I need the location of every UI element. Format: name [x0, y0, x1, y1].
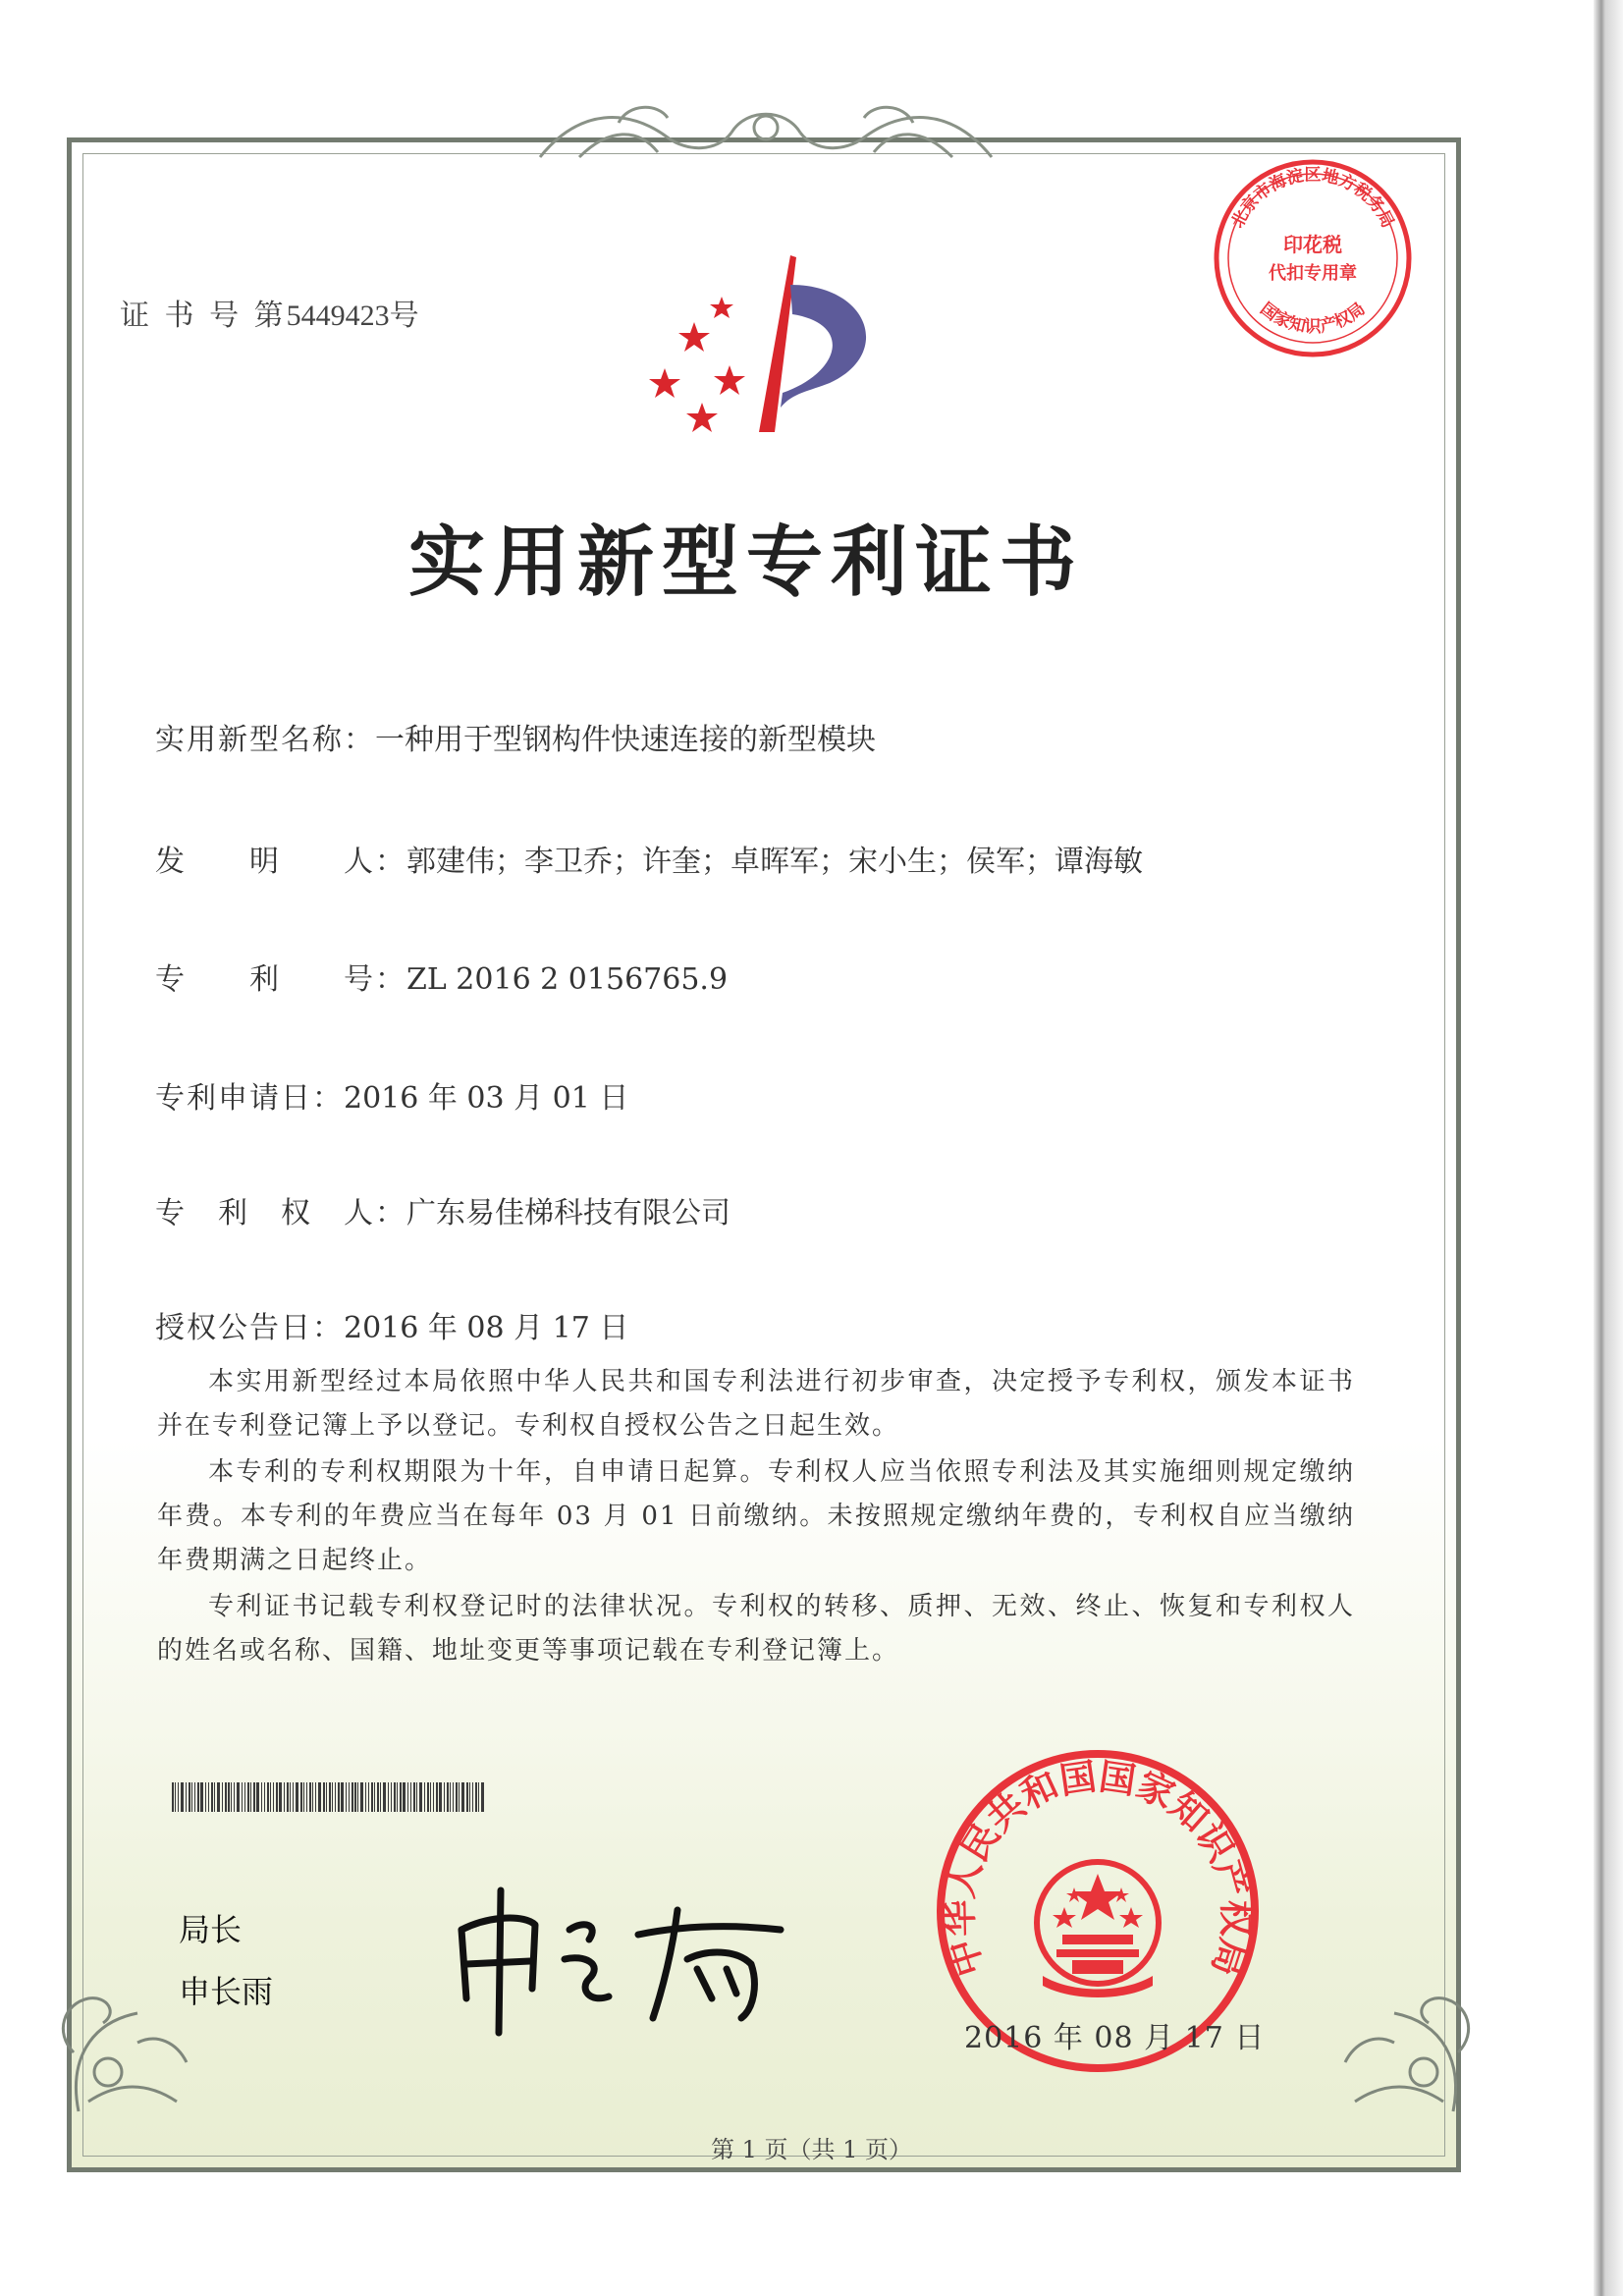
field-value: 2016 年 08 月 17 日: [344, 1311, 629, 1345]
barcode-bar: [346, 1782, 347, 1812]
barcode-bar: [469, 1782, 470, 1812]
official-seal-ring-text: 中华人民共和国国家知识产权局: [938, 1755, 1258, 1982]
barcode-bar: [478, 1782, 479, 1812]
barcode-bar: [300, 1782, 302, 1812]
field-inventors: [155, 837, 1143, 880]
legal-notice: [157, 1360, 1355, 1675]
field-utility-model-name: [155, 715, 876, 758]
barcode-bar: [360, 1782, 363, 1812]
barcode-bar: [365, 1782, 366, 1812]
tax-seal-bottom-text: 国家知识产权局: [1256, 299, 1370, 337]
field-label: 专 利 权 人：: [155, 1196, 406, 1230]
logo-stars: [649, 297, 745, 432]
barcode-bar: [309, 1782, 311, 1812]
tax-stamp-seal: [1210, 155, 1416, 361]
barcode-bar: [453, 1782, 454, 1812]
signatory-title: 局长: [179, 1911, 243, 1948]
page-number: 第 1 页（共 1 页）: [710, 2136, 913, 2163]
barcode-bar: [444, 1782, 445, 1812]
field-patent-number: [155, 955, 728, 998]
barcode-bar: [208, 1782, 209, 1812]
barcode-bar: [306, 1782, 307, 1812]
barcode-bar: [481, 1782, 484, 1812]
barcode-bar: [368, 1782, 369, 1812]
field-value: 郭建伟；李卫乔；许奎；卓晖军；宋小生；侯军；谭海敏: [406, 845, 1143, 879]
barcode-bar: [225, 1782, 227, 1812]
barcode-bar: [323, 1782, 325, 1812]
barcode-bar: [205, 1782, 206, 1812]
barcode-bar: [197, 1782, 199, 1812]
barcode-bar: [456, 1782, 458, 1812]
barcode-bar: [250, 1782, 251, 1812]
barcode-bar: [200, 1782, 203, 1812]
barcode-bar: [303, 1782, 304, 1812]
barcode-bar: [178, 1782, 179, 1812]
barcode-bar: [357, 1782, 358, 1812]
barcode-bar: [318, 1782, 321, 1812]
tax-seal-ring-text: 北京市海淀区地方税务局: [1227, 165, 1398, 232]
barcode-bar: [242, 1782, 243, 1812]
tax-seal-center-line1: 印花税: [1283, 233, 1342, 256]
barcode-bar: [354, 1782, 356, 1812]
barcode-bar: [383, 1782, 386, 1812]
field-label: 专 利 号：: [155, 962, 406, 997]
barcode-bar: [315, 1782, 316, 1812]
barcode-bar: [380, 1782, 381, 1812]
barcode-bar: [270, 1782, 271, 1812]
field-label: 发 明 人：: [155, 845, 406, 879]
field-label: 实用新型名称：: [155, 723, 375, 757]
barcode-bar: [371, 1782, 373, 1812]
barcode-bar: [332, 1782, 333, 1812]
barcode-bar: [253, 1782, 255, 1812]
barcode-bar: [326, 1782, 327, 1812]
barcode-bar: [416, 1782, 417, 1812]
barcode-bar: [222, 1782, 223, 1812]
field-value: 广东易佳梯科技有限公司: [406, 1196, 730, 1230]
barcode-bar: [217, 1782, 220, 1812]
barcode-bar: [244, 1782, 245, 1812]
svg-text:北京市海淀区地方税务局: [1228, 165, 1398, 231]
scan-edge: [1594, 0, 1623, 2296]
page-title: 实用新型专利证书: [407, 518, 1084, 607]
field-patentee: [155, 1188, 730, 1231]
barcode-bar: [228, 1782, 230, 1812]
barcode-bar: [287, 1782, 289, 1812]
barcode-bar: [186, 1782, 187, 1812]
barcode-bar: [394, 1782, 396, 1812]
barcode-bar: [276, 1782, 278, 1812]
certificate-number-value: 5449423: [286, 300, 390, 332]
barcode-bar: [388, 1782, 389, 1812]
field-grant-date: [155, 1303, 628, 1346]
barcode-bar: [214, 1782, 215, 1812]
barcode-bar: [439, 1782, 442, 1812]
national-emblem-icon: [1037, 1862, 1159, 1997]
barcode-bar: [296, 1782, 298, 1812]
barcode-bar: [377, 1782, 379, 1812]
barcode-bar: [172, 1782, 174, 1812]
barcode-bar: [237, 1782, 240, 1812]
field-value: ZL 2016 2 0156765.9: [406, 962, 729, 997]
issue-date: 2016 年 08 月 17 日: [964, 2021, 1266, 2055]
barcode-bar: [175, 1782, 176, 1812]
field-value: 2016 年 03 月 01 日: [344, 1081, 629, 1116]
barcode-bar: [335, 1782, 336, 1812]
barcode-bar: [211, 1782, 213, 1812]
handwritten-signature: [442, 1871, 795, 2038]
barcode-bar: [329, 1782, 331, 1812]
barcode-bar: [352, 1782, 353, 1812]
barcode-bar: [256, 1782, 259, 1812]
field-label: 授权公告日：: [155, 1311, 344, 1345]
barcode-bar: [413, 1782, 415, 1812]
barcode-bar: [475, 1782, 477, 1812]
signatory-name: 申长雨: [179, 1973, 274, 2010]
barcode-bar: [433, 1782, 434, 1812]
certificate-number-suffix: 号: [389, 299, 422, 333]
barcode-bar: [472, 1782, 473, 1812]
barcode-bar: [410, 1782, 411, 1812]
barcode-bar: [290, 1782, 291, 1812]
field-value: 一种用于型钢构件快速连接的新型模块: [375, 723, 876, 757]
barcode-bar: [461, 1782, 464, 1812]
barcode-bar: [341, 1782, 344, 1812]
barcode-bar: [450, 1782, 451, 1812]
barcode-bar: [194, 1782, 195, 1812]
barcode-bar: [349, 1782, 350, 1812]
certificate-number-label: 证 书 号 第: [120, 299, 287, 333]
barcode-bar: [407, 1782, 408, 1812]
barcode-bar: [391, 1782, 392, 1812]
certificate-number: [120, 291, 422, 334]
barcode-bar: [459, 1782, 460, 1812]
barcode-bar: [231, 1782, 232, 1812]
barcode-bar: [284, 1782, 285, 1812]
barcode-bar: [293, 1782, 294, 1812]
barcode-bar: [466, 1782, 468, 1812]
barcode: [172, 1782, 584, 1812]
barcode-bar: [261, 1782, 262, 1812]
barcode-bar: [374, 1782, 375, 1812]
barcode-bar: [447, 1782, 449, 1812]
svg-text:国家知识产权局: [1257, 300, 1370, 337]
barcode-bar: [267, 1782, 269, 1812]
barcode-bar: [419, 1782, 422, 1812]
barcode-bar: [427, 1782, 429, 1812]
barcode-bar: [234, 1782, 235, 1812]
barcode-bar: [436, 1782, 438, 1812]
logo-purple-curve: [781, 285, 866, 408]
barcode-bar: [264, 1782, 265, 1812]
barcode-bar: [181, 1782, 184, 1812]
barcode-bar: [430, 1782, 431, 1812]
barcode-bar: [189, 1782, 190, 1812]
logo-red-stroke: [759, 255, 796, 432]
barcode-bar: [312, 1782, 313, 1812]
barcode-bar: [403, 1782, 406, 1812]
tax-seal-center-line2: 代扣专用章: [1269, 263, 1357, 284]
barcode-bar: [338, 1782, 340, 1812]
notice-paragraph: 专利证书记载专利权登记时的法律状况。专利权的转移、质押、无效、终止、恢复和专利权人的姓名或名称、国籍、地址变更等事项记载在专利登记簿上。: [157, 1592, 1355, 1666]
notice-paragraph: 本实用新型经过本局依照中华人民共和国专利法进行初步审查，决定授予专利权，颁发本证书并在专利登记簿上予以登记。专利权自授权公告之日起生效。: [157, 1367, 1355, 1441]
barcode-bar: [273, 1782, 274, 1812]
barcode-bar: [397, 1782, 398, 1812]
field-label: 专利申请日：: [155, 1081, 344, 1116]
patent-office-logo-icon: [643, 246, 898, 442]
top-ornament-icon: [520, 98, 1011, 177]
svg-text:中华人民共和国国家知识产权局: [939, 1755, 1258, 1981]
barcode-bar: [279, 1782, 282, 1812]
notice-paragraph: 本专利的专利权期限为十年，自申请日起算。专利权人应当依照专利法及其实施细则规定缴纳年费。本专利的年费应当在每年 03 月 01 日前缴纳。未按照规定缴纳年费的，专利权自应当缴纳年费期满之日起终止。: [157, 1457, 1355, 1575]
barcode-bar: [424, 1782, 425, 1812]
corner-ornament-icon: [1316, 1954, 1483, 2121]
field-application-date: [155, 1073, 628, 1117]
barcode-bar: [400, 1782, 402, 1812]
barcode-bar: [247, 1782, 249, 1812]
barcode-bar: [191, 1782, 192, 1812]
